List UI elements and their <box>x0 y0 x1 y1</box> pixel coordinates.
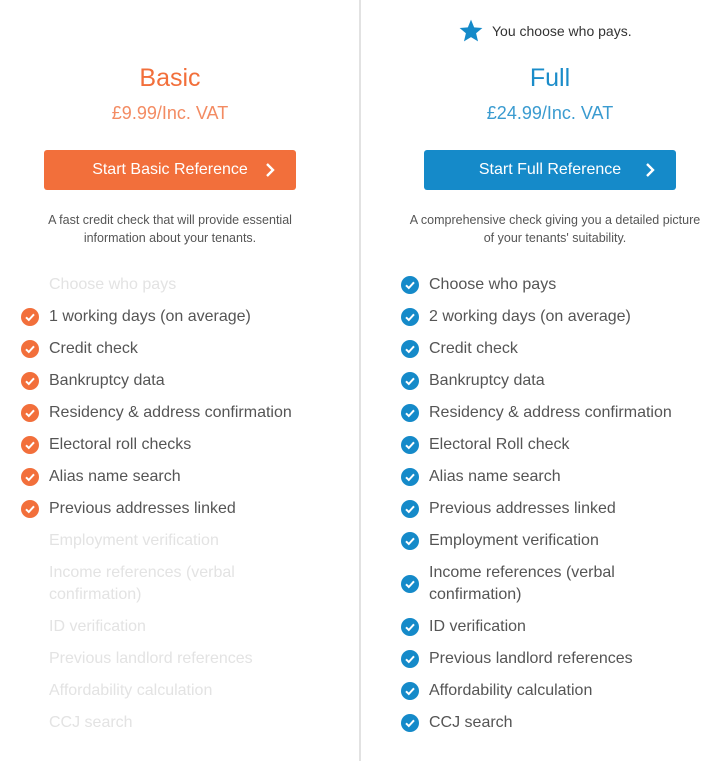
feature-label: CCJ search <box>49 714 133 731</box>
check-circle-icon <box>401 650 419 668</box>
check-circle-icon <box>21 468 39 486</box>
feature-label: Bankruptcy data <box>429 372 545 389</box>
feature-label: Residency & address confirmation <box>49 404 292 421</box>
feature-item <box>0 402 340 424</box>
feature-item <box>0 370 340 392</box>
check-circle-icon <box>21 372 39 390</box>
check-circle-icon <box>21 308 39 326</box>
plan-title: Basic <box>139 64 201 92</box>
feature-label: 2 working days (on average) <box>429 308 631 325</box>
feature-label: ID verification <box>49 618 146 635</box>
feature-label: Income references (verbal <box>429 564 615 581</box>
feature-label: Credit check <box>49 340 138 357</box>
feature-item <box>0 498 340 520</box>
feature-label: Residency & address confirmation <box>429 404 672 421</box>
feature-label: Alias name search <box>49 468 181 485</box>
check-circle-icon <box>401 500 419 518</box>
check-circle-icon <box>401 372 419 390</box>
feature-item <box>380 338 720 360</box>
start-full-reference-button[interactable] <box>424 150 676 190</box>
feature-item <box>0 306 340 328</box>
feature-item <box>380 712 720 734</box>
feature-label: Previous addresses linked <box>429 500 616 517</box>
check-circle-icon <box>401 618 419 636</box>
check-circle-icon <box>21 500 39 518</box>
feature-item <box>380 306 720 328</box>
recommendation-text: You choose who pays. <box>492 23 632 39</box>
check-circle-icon <box>401 404 419 422</box>
feature-item <box>0 274 340 296</box>
plan-title: Full <box>529 64 571 92</box>
plan-description: A comprehensive check giving you a detailed picture of your tenants' suitability. <box>409 213 701 245</box>
feature-item <box>380 434 720 456</box>
star-icon <box>458 18 484 44</box>
plan-price: £9.99/Inc. VAT <box>111 103 229 123</box>
check-circle-icon <box>401 436 419 454</box>
feature-label: Alias name search <box>429 468 561 485</box>
feature-item <box>0 616 340 638</box>
feature-label: 1 working days (on average) <box>49 308 251 325</box>
check-circle-icon <box>21 436 39 454</box>
plan-description: A fast credit check that will provide essential information about your tenants. <box>48 213 292 245</box>
feature-label: Income references (verbal <box>49 564 235 581</box>
feature-label-continued: confirmation) <box>49 586 142 603</box>
check-circle-icon <box>401 276 419 294</box>
feature-label: Choose who pays <box>429 276 557 293</box>
check-circle-icon <box>401 308 419 326</box>
feature-item <box>380 402 720 424</box>
check-circle-icon <box>401 532 419 550</box>
check-circle-icon <box>401 682 419 700</box>
feature-item <box>0 530 340 552</box>
feature-list <box>0 274 340 744</box>
chevron-right-icon <box>642 162 658 178</box>
feature-item <box>0 466 340 488</box>
feature-item <box>0 712 340 734</box>
start-basic-reference-button[interactable] <box>44 150 296 190</box>
feature-label: Previous landlord references <box>429 650 633 667</box>
check-circle-icon <box>401 575 419 593</box>
feature-item <box>0 648 340 670</box>
feature-item <box>380 616 720 638</box>
feature-label: Electoral Roll check <box>429 436 570 453</box>
feature-item <box>0 338 340 360</box>
feature-label: Bankruptcy data <box>49 372 165 389</box>
feature-label: Previous addresses linked <box>49 500 236 517</box>
feature-label: Choose who pays <box>49 276 177 293</box>
button-label: Start Full Reference <box>478 161 622 178</box>
feature-label: Affordability calculation <box>49 682 213 699</box>
feature-item <box>380 370 720 392</box>
feature-item <box>380 498 720 520</box>
chevron-right-icon <box>262 162 278 178</box>
plan-price: £24.99/Inc. VAT <box>486 103 614 123</box>
feature-item <box>0 562 340 606</box>
feature-label: Employment verification <box>429 532 599 549</box>
feature-label: Affordability calculation <box>429 682 593 699</box>
check-circle-icon <box>401 340 419 358</box>
feature-item <box>0 434 340 456</box>
feature-item <box>380 680 720 702</box>
recommendation-banner <box>458 18 632 44</box>
check-circle-icon <box>21 340 39 358</box>
feature-item <box>380 648 720 670</box>
check-circle-icon <box>401 714 419 732</box>
feature-label: ID verification <box>429 618 526 635</box>
check-circle-icon <box>21 404 39 422</box>
feature-item <box>380 466 720 488</box>
feature-item <box>380 274 720 296</box>
feature-item <box>0 680 340 702</box>
feature-label: Electoral roll checks <box>49 436 192 453</box>
column-divider <box>359 0 361 761</box>
feature-label: Employment verification <box>49 532 219 549</box>
feature-label-continued: confirmation) <box>429 586 522 603</box>
feature-label: Previous landlord references <box>49 650 253 667</box>
feature-item <box>380 562 720 606</box>
feature-list <box>380 274 720 744</box>
feature-label: CCJ search <box>429 714 513 731</box>
feature-item <box>380 530 720 552</box>
check-circle-icon <box>401 468 419 486</box>
button-label: Start Basic Reference <box>92 161 248 178</box>
feature-label: Credit check <box>429 340 518 357</box>
